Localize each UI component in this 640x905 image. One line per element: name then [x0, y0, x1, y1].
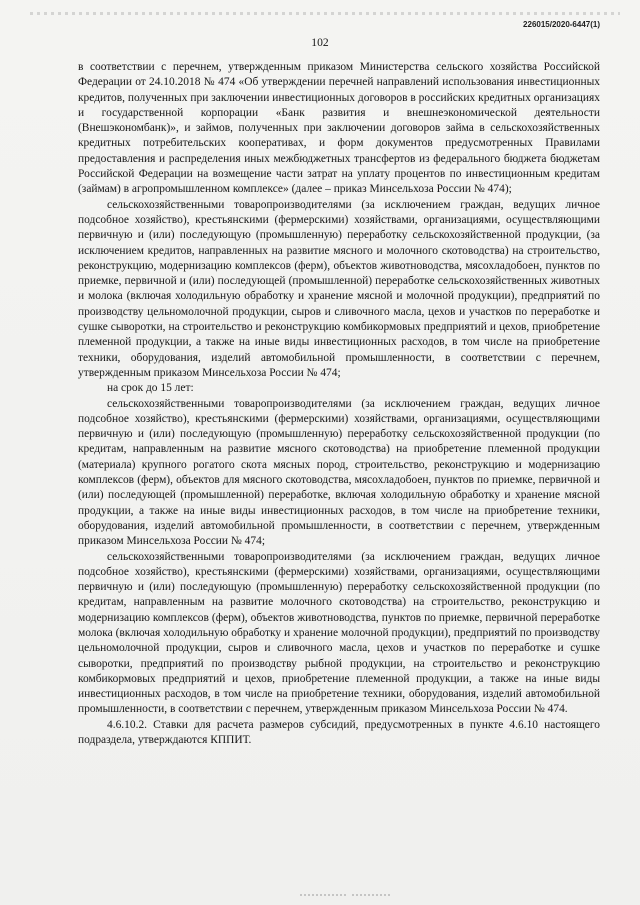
paragraph-decree-reference: в соответствии с перечнем, утвержденным приказом Министерства сельского хозяйства Российской Федерации от 24.10.2018 № 474 «Об утверждении перечней направлений использования инвестиционных кредитов, полученных при заключении инвестиционных договоров в российских кредитных организациях и государственной корпорации «Банк развития и внешнеэкономической деятельности (Внешэкономбанк)», и займов, полученных при заключении договоров займа в сельскохозяйственных кредитных потребительских кооперативах, и форм документов предусмотренных Правилами предоставления и распределения иных межбюджетных трансфертов из федерального бюджета бюджетам Российской Федерации на возмещение части затрат на уплату процентов по инвестиционным кредитам (займам) в агропромышленном комплексе» (далее – приказ Минсельхоза России № 474); — [78, 61, 600, 196]
paragraph-dairy-cattle: сельскохозяйственными товаропроизводителями (за исключением граждан, ведущих личное подсобное хозяйство), крестьянскими (фермерскими) хозяйствами, организациями, осуществляющими первичную и (или) последующую (промышленную) переработку сельскохозяйственной продукции (по кредитам, направленным на развитие молочного скотоводства) на строительство, реконструкцию и модернизацию комплексов (ферм), объектов животноводства, пунктов по приемке, первичной переработке молока (включая холодильную обработку и хранение молочной продукции), предприятий по производству цельномолочной продукции, сыров и сливочного масла, цехов и участков по переработке и сушке сыворотки, предприятий по производству рыбной продукции, на строительство и реконструкцию комбикормовых предприятий и цехов, приобретение племенной продукции, а также на иные виды инвестиционных расходов, в том числе на приобретение техники, оборудования, изделий автомобильной промышленности, в соответствии с перечнем, утвержденным приказом Минсельхоза России № 474. — [78, 550, 600, 716]
document-body — [78, 60, 600, 748]
page-number: 102 — [311, 36, 329, 49]
scan-top-edge — [30, 12, 620, 15]
scan-bottom-mark — [352, 894, 392, 896]
document-id: 226015/2020-6447(1) — [523, 20, 600, 29]
paragraph-term-15-years: на срок до 15 лет: — [107, 382, 194, 395]
paragraph-4-6-10-2-rates: 4.6.10.2. Ставки для расчета размеров субсидий, предусмотренных в пункте 4.6.10 настоящего подраздела, утверждаются КППИТ. — [78, 718, 600, 747]
paragraph-beef-cattle: сельскохозяйственными товаропроизводителями (за исключением граждан, ведущих личное подсобное хозяйство), крестьянскими (фермерскими) хозяйствами, организациями, осуществляющими первичную и (или) последующую (промышленную) переработку сельскохозяйственной продукции (по кредитам, направленным на развитие мясного скотоводства) на приобретение племенной продукции (материала) крупного рогатого скота мясных пород, строительство, реконструкцию и модернизацию комплексов (ферм), объектов для мясного скотоводства, мясохладобоен, пунктов по приемке, первичной и (или) последующей (промышленной) переработке, включая холодильную обработку и хранение мясной продукции, а также на иные виды инвестиционных расходов, в том числе на приобретение техники, оборудования, изделий автомобильной промышленности, в соответствии с перечнем, утвержденным приказом Минсельхоза России № 474; — [78, 397, 600, 548]
scan-bottom-mark — [300, 894, 348, 896]
paragraph-producers-general: сельскохозяйственными товаропроизводителями (за исключением граждан, ведущих личное подсобное хозяйство), крестьянскими (фермерскими) хозяйствами, организациями, осуществляющими первичную и (или) последующую (промышленную) переработку сельскохозяйственной продукции, (за исключением кредитов, направленных на развитие мясного и молочного скотоводства) на строительство, реконструкцию, модернизацию комплексов (ферм), объектов животноводства, мясохладобоен, пунктов по приемке, первичной и (или) последующей (промышленной) переработке сельскохозяйственных животных и молока (включая холодильную обработку и хранение мясной и молочной продукции), предприятий по производству цельномолочной продукции, сыров и сливочного масла, цехов и участков по переработке и сушке сыворотки, на строительство и реконструкцию комбикормовых предприятий и цехов, приобретение племенной продукции, а также на иные виды инвестиционных расходов, в том числе на приобретение техники, оборудования, изделий автомобильной промышленности, в соответствии с перечнем, утвержденным приказом Минсельхоза России № 474; — [78, 198, 600, 379]
